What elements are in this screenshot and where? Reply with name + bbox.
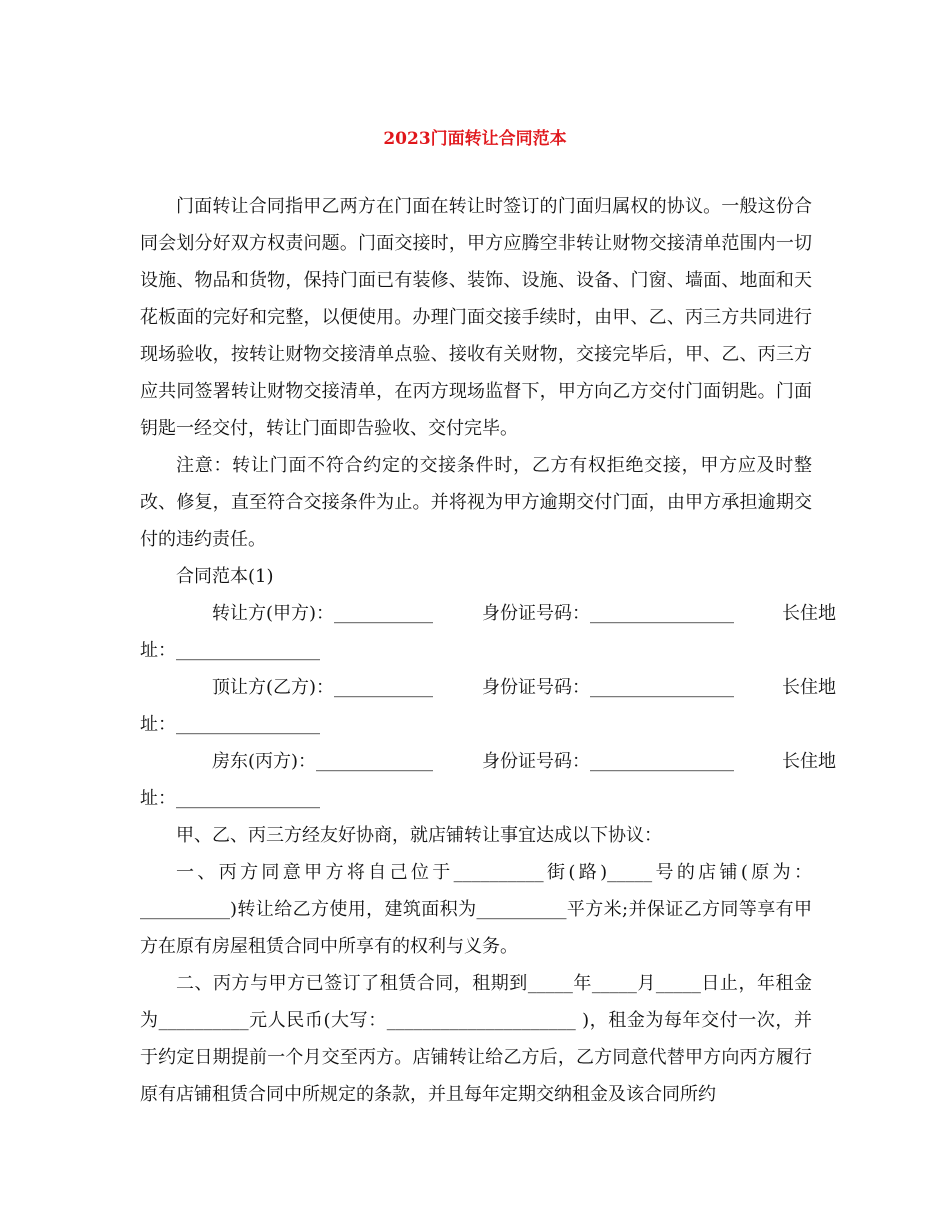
party-role: 转让方(甲方)：___________ [212,603,434,624]
party-role: 房东(丙方)：_____________ [212,751,434,772]
intro-paragraph: 门面转让合同指甲乙两方在门面在转让时签订的门面归属权的协议。一般这份合同会划分好双方权责问题。门面交接时，甲方应腾空非转让财物交接清单范围内一切设施、物品和货物，保持门面已有装修、装饰、设施、设备、门窗、墙面、地面和天花板面的完好和完整，以便使用。办理门面交接手续时，由甲、乙、丙三方共同进行现场验收，按转让财物交接清单点验、接收有关财物，交接完毕后，甲、乙、丙三方应共同签署转让财物交接清单，在丙方现场监督下，甲方向乙方交付门面钥匙。门面钥匙一经交付，转让门面即告验收、交付完毕。 [140,196,812,439]
party-id: 身份证号码：________________ [482,603,734,624]
party-role: 顶让方(乙方)：___________ [212,677,434,698]
sample-heading: 合同范本(1) [176,566,274,587]
party-addr-line: 址：________________ [140,714,320,735]
party-addr-line: 址：________________ [140,788,320,809]
party-addr-label: 长住地 [782,603,836,624]
clause-1: 一、丙方同意甲方将自己位于__________街(路)_____号的店铺(原为：__________)转让给乙方使用，建筑面积为__________平方米;并保证乙方同等享有甲方在原有房屋租赁合同中所享有的权利与义务。 [140,862,812,957]
document-body [140,188,836,1113]
party-transferee [140,669,836,706]
party-addr-label: 长住地 [782,751,836,772]
party-transferor [140,595,836,632]
clause-2: 二、丙方与甲方已签订了租赁合同，租期到_____年_____月_____日止，年租金为__________元人民币(大写：_____________________ )，租金为每年交付一次，并于约定日期提前一个月交至丙方。店铺转让给乙方后，乙方同意代替甲方向丙方履行原有店铺租赁合同中所规定的条款，并且每年定期交纳租金及该合同所约 [140,973,812,1105]
party-addr-label: 长住地 [782,677,836,698]
party-addr-line: 址：________________ [140,640,320,661]
party-id: 身份证号码：________________ [482,751,734,772]
note-paragraph: 注意：转让门面不符合约定的交接条件时，乙方有权拒绝交接，甲方应及时整改、修复，直至符合交接条件为止。并将视为甲方逾期交付门面，由甲方承担逾期交付的违约责任。 [140,455,812,550]
party-id: 身份证号码：________________ [482,677,734,698]
document-title: 2023门面转让合同范本 [383,129,567,149]
agreement-intro: 甲、乙、丙三方经友好协商，就店铺转让事宜达成以下协议： [176,825,662,846]
party-landlord [140,743,836,780]
